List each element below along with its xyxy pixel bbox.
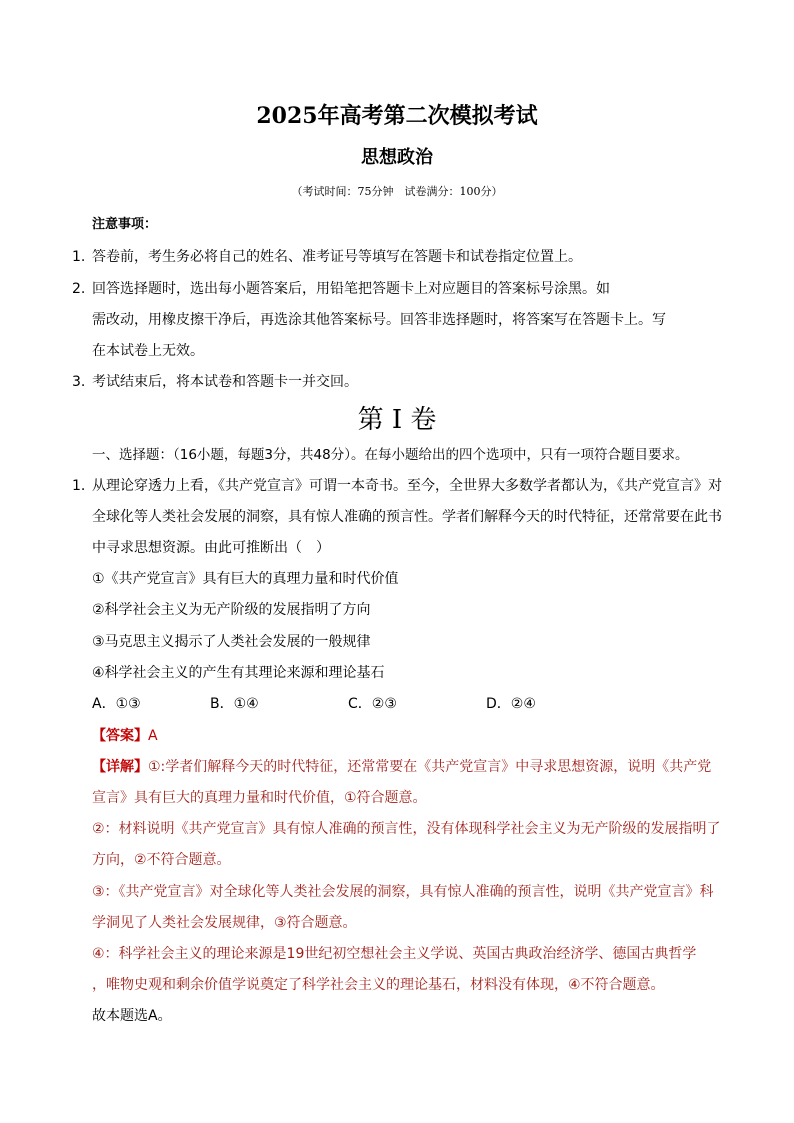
explanation-text: 学洞见了人类社会发展规律，③符合题意。 <box>92 915 357 931</box>
explanation-text: 方向，②不符合题意。 <box>92 852 231 868</box>
statement-3: ③马克思主义揭示了人类社会发展的一般规律 <box>92 634 371 650</box>
explanation-text: ，唯物史观和剩余价值学说奠定了科学社会主义的理论基石，材料没有体现，④不符合题意。 <box>92 977 665 993</box>
explanation-text: ②：材料说明《共产党宣言》具有惊人准确的预言性，没有体现科学社会主义为无产阶级的发展指明了 <box>92 821 721 837</box>
note-text: 在本试卷上无效。 <box>92 343 204 359</box>
option-letter: C． <box>348 696 372 712</box>
option-a <box>92 695 141 713</box>
option-letter: A． <box>92 696 116 712</box>
explanation-text: ③：《共产党宣言》对全球化等人类社会发展的洞察，具有惊人准确的预言性，说明《共产党宣言》科 <box>92 884 714 900</box>
statement-1: ①《共产党宣言》具有巨大的真理力量和时代价值 <box>92 571 399 587</box>
note-text: 需改动，用橡皮擦干净后，再选涂其他答案标号。回答非选择题时，将答案写在答题卡上。写 <box>92 312 666 328</box>
stem-line: 全球化等人类社会发展的洞察，具有惊人准确的预言性。学者们解释今天的时代特征，还常常要在此书 <box>92 509 722 525</box>
explanation-text: ①:学者们解释今天的时代特征，还常常要在《共产党宣言》中寻求思想资源，说明《共产党 <box>148 759 712 775</box>
answer-label: 【答案】 <box>92 728 148 744</box>
explanation-text: 宣言》具有巨大的真理力量和时代价值，①符合题意。 <box>92 790 427 806</box>
note-text: 考试结束后，将本试卷和答题卡一并交回。 <box>92 374 358 390</box>
explanation-label: 【详解】 <box>92 759 148 775</box>
conclusion: 故本题选A。 <box>92 1008 172 1024</box>
option-c <box>348 695 397 713</box>
subject-title: 思想政治 <box>361 147 433 168</box>
note-text: 答卷前，考生务必将自己的姓名、准考证号等填写在答题卡和试卷指定位置上。 <box>92 249 582 265</box>
note-number: 2. <box>72 281 86 297</box>
option-value: ①③ <box>115 696 141 712</box>
section-title: 第 I 卷 <box>357 405 437 435</box>
section-instruction: 一、选择题：（16小题，每题3分，共48分）。在每小题给出的四个选项中，只有一项符合题目要求。 <box>92 447 689 463</box>
explanation-line <box>92 758 711 776</box>
option-value: ②④ <box>510 696 536 712</box>
option-b <box>210 695 259 713</box>
statement-2: ②科学社会主义为无产阶级的发展指明了方向 <box>92 602 371 618</box>
note-text: 回答选择题时，选出每小题答案后，用铅笔把答题卡上对应题目的答案标号涂黑。如 <box>92 281 610 297</box>
note-item <box>72 373 358 391</box>
stem-line: 中寻求思想资源。由此可推断出（ ） <box>92 540 330 556</box>
question-number: 1. <box>72 478 86 494</box>
exam-info: （考试时间：75分钟 试卷满分：100分） <box>291 185 503 198</box>
note-item <box>72 248 582 266</box>
exam-title: 2025年高考第二次模拟考试 <box>256 103 538 129</box>
question-stem <box>72 477 722 495</box>
stem-line: 从理论穿透力上看，《共产党宣言》可谓一本奇书。至今，全世界大多数学者都认为，《共产党宣言》对 <box>92 478 722 494</box>
explanation-text: ④：科学社会主义的理论来源是19世纪初空想社会主义学说、英国古典政治经济学、德国古典哲学 <box>92 946 697 962</box>
note-number: 1. <box>72 249 86 265</box>
note-number: 3. <box>72 374 86 390</box>
notes-heading: 注意事项： <box>92 217 158 232</box>
option-value: ②③ <box>371 696 397 712</box>
option-d <box>486 695 536 713</box>
option-letter: B． <box>210 696 234 712</box>
answer-value: A <box>148 728 158 744</box>
answer-line <box>92 727 158 745</box>
option-value: ①④ <box>233 696 259 712</box>
option-letter: D． <box>486 696 511 712</box>
note-item <box>72 280 610 298</box>
statement-4: ④科学社会主义的产生有其理论来源和理论基石 <box>92 665 385 681</box>
